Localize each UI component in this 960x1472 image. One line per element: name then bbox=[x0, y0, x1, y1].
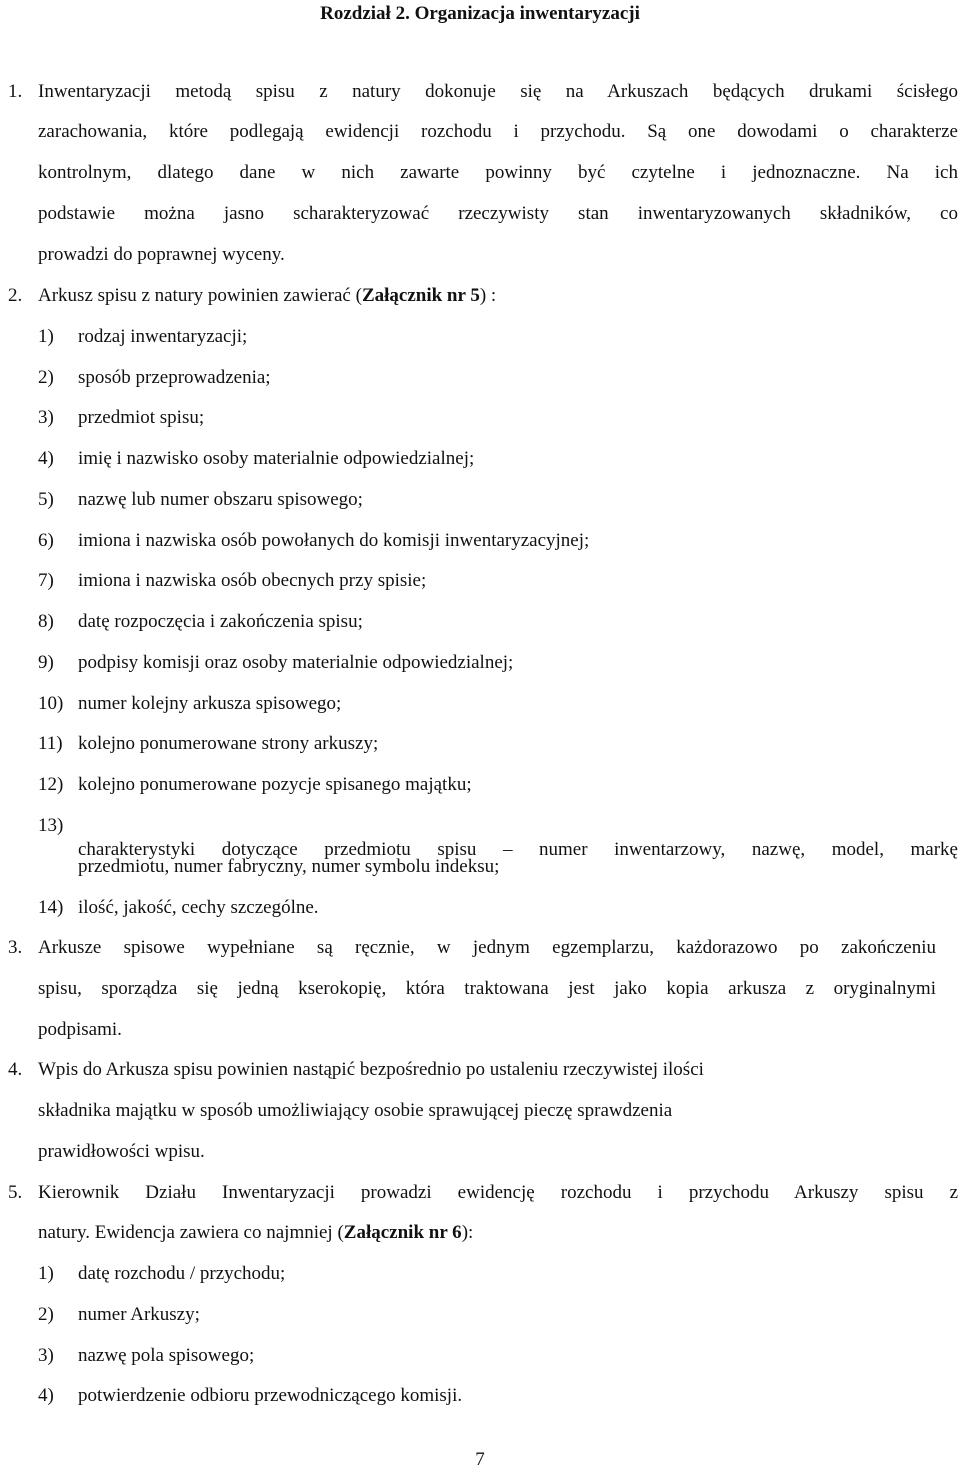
list-item: 3) nazwę pola spisowego; bbox=[38, 1345, 255, 1366]
paragraph-5-number: 5. bbox=[8, 1182, 23, 1203]
paragraph-4-line-1: Wpis do Arkusza spisu powinien nastąpić bezpośrednio po ustaleniu rzeczywistej ilości bbox=[38, 1059, 704, 1080]
list-item: 13) charakterystyki dotyczące przedmiotu spisu – numer inwentarzowy, nazwę, model, markę bbox=[38, 815, 958, 860]
list-item: 2) numer Arkuszy; bbox=[38, 1304, 200, 1325]
paragraph-3-number: 3. bbox=[8, 937, 23, 958]
paragraph-4-line-2: składnika majątku w sposób umożliwiający osobie sprawującej pieczę sprawdzenia bbox=[38, 1100, 673, 1121]
paragraph-4-line-3: prawidłowości wpisu. bbox=[38, 1141, 205, 1162]
list-item: 6) imiona i nazwiska osób powołanych do komisji inwentaryzacyjnej; bbox=[38, 530, 590, 551]
list-item: 10) numer kolejny arkusza spisowego; bbox=[38, 693, 342, 714]
list-item: 1) rodzaj inwentaryzacji; bbox=[38, 326, 248, 347]
list-item: 12) kolejno ponumerowane pozycje spisanego majątku; bbox=[38, 774, 472, 795]
paragraph-5-line-1: Kierownik Działu Inwentaryzacji prowadzi ewidencję rozchodu i przychodu Arkuszy spisu z bbox=[38, 1182, 958, 1203]
list-item: 3) przedmiot spisu; bbox=[38, 407, 205, 428]
list-item-continuation: przedmiotu, numer fabryczny, numer symbolu indeksu; bbox=[78, 856, 500, 877]
list-item: 2) sposób przeprowadzenia; bbox=[38, 367, 271, 388]
attachment-reference: Załącznik nr 6 bbox=[343, 1222, 462, 1243]
list-item: 9) podpisy komisji oraz osoby materialnie odpowiedzialnej; bbox=[38, 652, 514, 673]
paragraph-3-line-2: spisu, sporządza się jedną kserokopię, która traktowana jest jako kopia arkusza z oryginalnymi bbox=[38, 978, 936, 999]
list-item: 4) potwierdzenie odbioru przewodniczącego komisji. bbox=[38, 1385, 463, 1406]
paragraph-5-line-2: natury. Ewidencja zawiera co najmniej (Załącznik nr 6): bbox=[38, 1222, 474, 1243]
paragraph-1-line-3: kontrolnym, dlatego dane w nich zawarte powinny być czytelne i jednoznaczne. Na ich bbox=[38, 162, 958, 183]
paragraph-2-number: 2. bbox=[8, 285, 23, 306]
attachment-reference: Załącznik nr 5 bbox=[361, 285, 480, 306]
paragraph-3-line-3: podpisami. bbox=[38, 1019, 122, 1040]
list-item: 5) nazwę lub numer obszaru spisowego; bbox=[38, 489, 363, 510]
list-item: 4) imię i nazwisko osoby materialnie odpowiedzialnej; bbox=[38, 448, 475, 469]
paragraph-3-line-1: Arkusze spisowe wypełniane są ręcznie, w jednym egzemplarzu, każdorazowo po zakończeniu bbox=[38, 937, 936, 958]
paragraph-4-number: 4. bbox=[8, 1059, 23, 1080]
list-item: 8) datę rozpoczęcia i zakończenia spisu; bbox=[38, 611, 363, 632]
paragraph-2-intro: Arkusz spisu z natury powinien zawierać (Załącznik nr 5) : bbox=[38, 285, 497, 306]
paragraph-1-line-2: zarachowania, które podlegają ewidencji rozchodu i przychodu. Są one dowodami o charakterze bbox=[38, 121, 958, 142]
paragraph-1-number: 1. bbox=[8, 81, 23, 102]
list-item: 7) imiona i nazwiska osób obecnych przy spisie; bbox=[38, 570, 427, 591]
paragraph-1-line-5: prowadzi do poprawnej wyceny. bbox=[38, 244, 285, 265]
chapter-title: Rozdział 2. Organizacja inwentaryzacji bbox=[320, 3, 640, 24]
list-item: 14) ilość, jakość, cechy szczególne. bbox=[38, 897, 319, 918]
paragraph-1-line-4: podstawie można jasno scharakteryzować rzeczywisty stan inwentaryzowanych składników, co bbox=[38, 203, 958, 224]
list-item: 1) datę rozchodu / przychodu; bbox=[38, 1263, 286, 1284]
list-item: 11) kolejno ponumerowane strony arkuszy; bbox=[38, 733, 379, 754]
page-number: 7 bbox=[475, 1449, 485, 1470]
paragraph-1-line-1: Inwentaryzacji metodą spisu z natury dokonuje się na Arkuszach będących drukami ścisłego bbox=[38, 81, 958, 102]
